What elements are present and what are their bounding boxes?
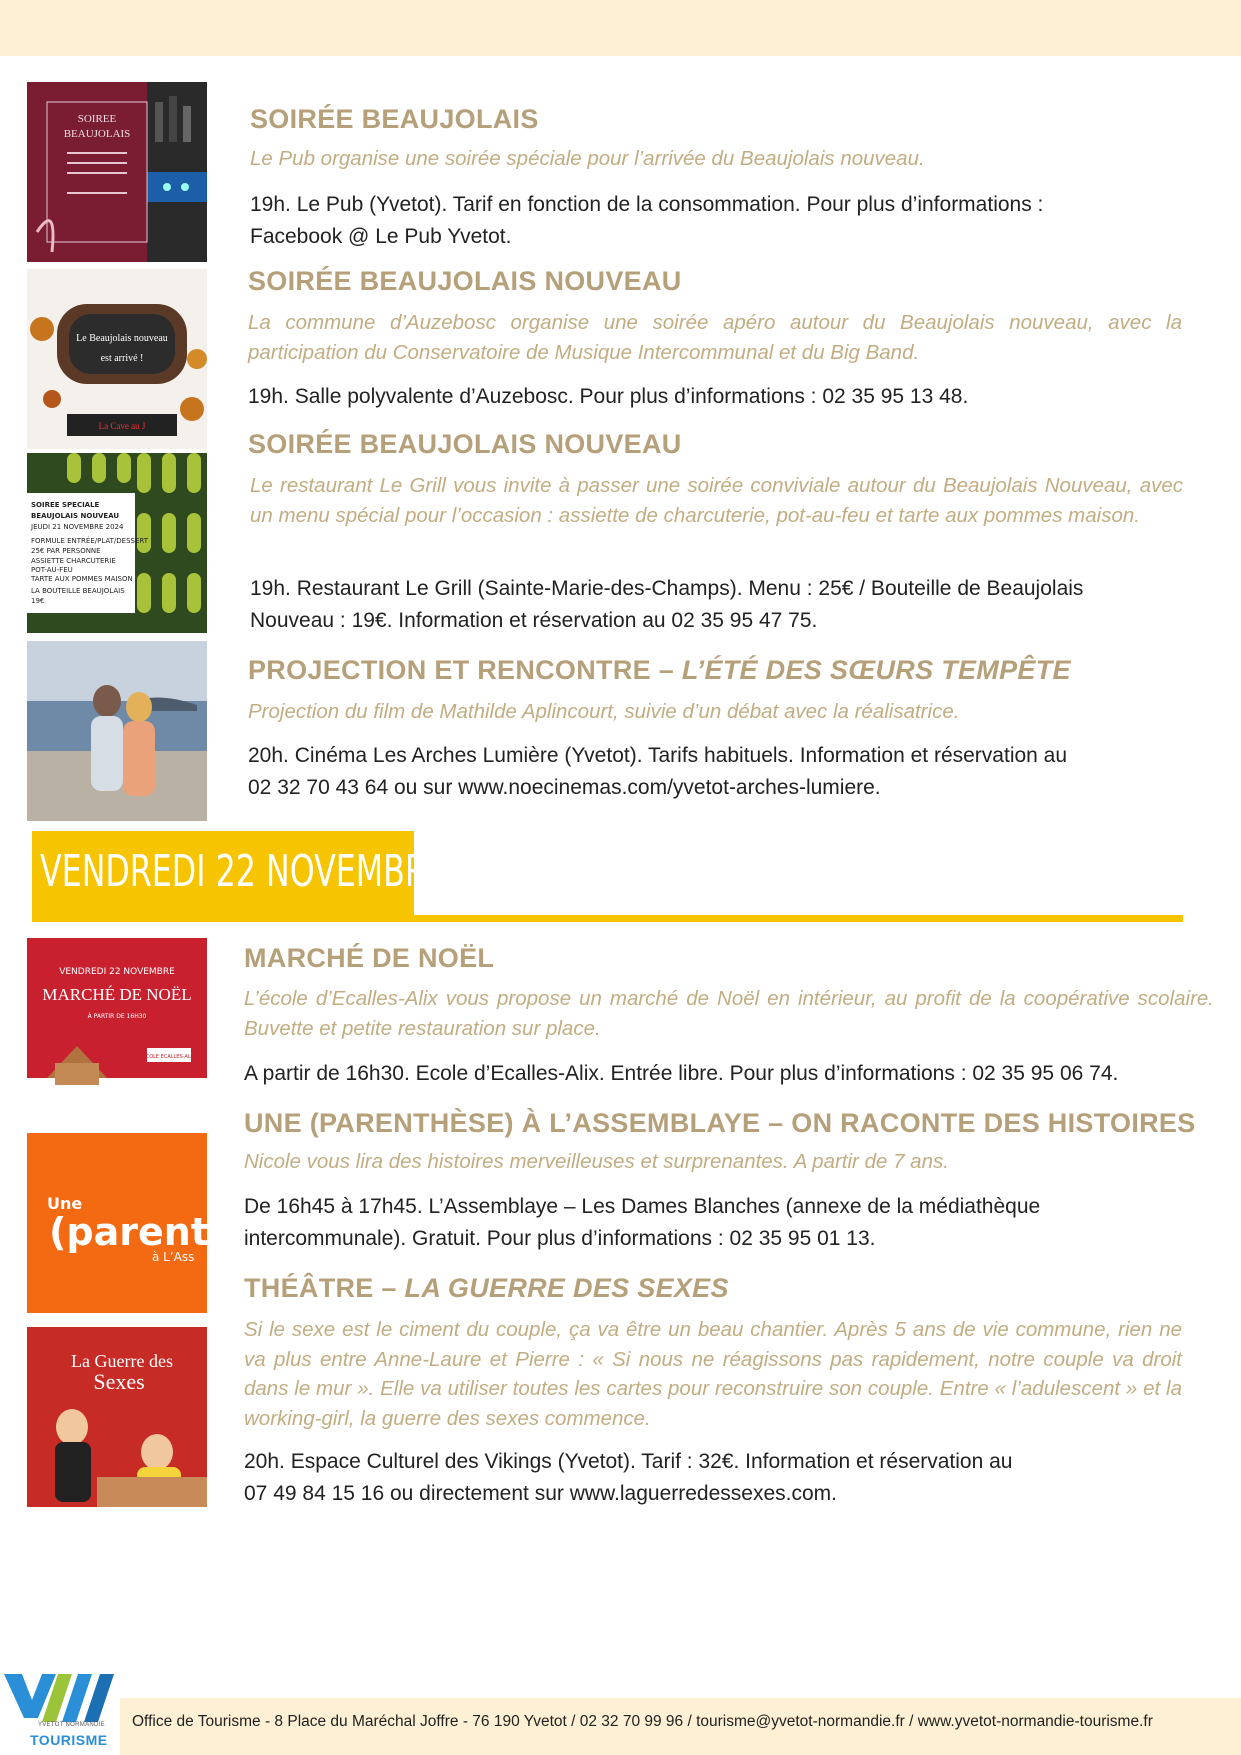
event-info-line: 07 49 84 15 16 ou directement sur www.laguerredessexes.com. — [244, 1482, 837, 1505]
event-info-line: Facebook @ Le Pub Yvetot. — [250, 225, 512, 248]
event-description: L’école d’Ecalles-Alix vous propose un marché de Noël en intérieur, au profit de la coopérative scolaire. Buvette et petite restauration sur place. — [244, 987, 1214, 1040]
day-banner-rule — [32, 915, 1183, 922]
event-info-line: A partir de 16h30. Ecole d’Ecalles-Alix. Entrée libre. Pour plus d’informations : 02 35 95 06 74. — [244, 1062, 1119, 1085]
image-text-line: La Guerre des — [71, 1351, 173, 1371]
event-image-projection — [27, 641, 207, 821]
event-image-beaujolais-auzebosc — [27, 269, 207, 449]
image-text-line: La Cave au J — [98, 421, 146, 431]
image-text-line: ASSIETTE CHARCUTERIE — [31, 557, 116, 565]
image-text-line: TARTE AUX POMMES MAISON — [31, 575, 133, 583]
event-info-line: De 16h45 à 17h45. L’Assemblaye – Les Dames Blanches (annexe de la médiathèque — [244, 1195, 1041, 1218]
image-text-line: POT-AU-FEU — [31, 566, 73, 574]
event-title-separator: – — [650, 655, 682, 685]
event-title: SOIRÉE BEAUJOLAIS NOUVEAU — [248, 266, 682, 296]
event-title-separator: – — [373, 1273, 405, 1303]
event-title — [244, 1273, 729, 1304]
image-text-line: BEAUJOLAIS — [63, 128, 131, 140]
image-text-line: FORMULE ENTRÉE/PLAT/DESSERT — [31, 537, 149, 545]
event-description: Nicole vous lira des histoires merveilleuses et surprenantes. A partir de 7 ans. — [244, 1150, 949, 1173]
event-info-line: 20h. Espace Culturel des Vikings (Yvetot). Tarif : 32€. Information et réservation au — [244, 1450, 1013, 1473]
footer-contact: Office de Tourisme - 8 Place du Maréchal Joffre - 76 190 Yvetot / 02 32 70 99 96 / tourisme@yvetot-normandie.fr / www.yvetot-normandie-tourisme.fr — [132, 1713, 1153, 1730]
event-title-main: THÉÂTRE — [244, 1273, 374, 1303]
image-text-line: 19€ — [31, 597, 45, 605]
image-text-line: est arrivé ! — [100, 353, 144, 364]
event-image-marche-de-noel — [27, 938, 207, 1118]
event-description: La commune d’Auzebosc organise une soirée apéro autour du Beaujolais nouveau, avec la participation du Conservatoire de Musique Intercommunal et du Big Band. — [248, 311, 1182, 364]
event-info — [250, 189, 1185, 253]
image-text-line: 25€ PAR PERSONNE — [31, 547, 101, 555]
event-info — [250, 573, 1183, 637]
event-title: SOIRÉE BEAUJOLAIS NOUVEAU — [248, 429, 682, 459]
image-text-line: Une — [47, 1194, 83, 1213]
image-text-line: SOIREE SPECIALE — [31, 501, 100, 509]
event-info-line: 19h. Salle polyvalente d’Auzebosc. Pour plus d’informations : 02 35 95 13 48. — [248, 385, 969, 408]
event-image-soiree-beaujolais — [27, 82, 207, 262]
event-description: Le Pub organise une soirée spéciale pour l’arrivée du Beaujolais nouveau. — [250, 147, 925, 170]
image-text-line: à L’Ass — [152, 1250, 195, 1264]
event-info-line: intercommunale). Gratuit. Pour plus d’informations : 02 35 95 01 13. — [244, 1227, 876, 1250]
event-info-line: 20h. Cinéma Les Arches Lumière (Yvetot). Tarifs habituels. Information et réservation au — [248, 744, 1068, 767]
event-title: MARCHÉ DE NOËL — [244, 943, 495, 973]
event-info-line: 19h. Restaurant Le Grill (Sainte-Marie-des-Champs). Menu : 25€ / Bouteille de Beaujolais — [250, 577, 1084, 600]
image-text-line: LA BOUTEILLE BEAUJOLAIS — [31, 587, 125, 595]
event-info-line: 19h. Le Pub (Yvetot). Tarif en fonction de la consommation. Pour plus d’informations : — [250, 193, 1044, 216]
image-text-line: VENDREDI 22 NOVEMBRE — [59, 967, 175, 977]
event-info — [244, 1058, 1234, 1090]
image-text-line: SOIREE — [77, 113, 117, 125]
image-text-line: Sexes — [93, 1369, 145, 1394]
event-info — [244, 1446, 1182, 1510]
image-text-line: (parenth — [49, 1210, 236, 1254]
image-text-line: Le Beaujolais nouveau — [76, 333, 168, 344]
event-info — [248, 740, 1182, 804]
event-title: SOIRÉE BEAUJOLAIS — [250, 104, 539, 134]
event-description: Projection du film de Mathilde Aplincourt, suivie d’un débat avec la réalisatrice. — [248, 700, 960, 723]
image-text-line: ÉCOLE ECALLES-ALIX — [142, 1054, 196, 1060]
image-text-line: MARCHÉ DE NOËL — [42, 985, 192, 1004]
image-text-line: BEAUJOLAIS NOUVEAU — [31, 512, 120, 520]
image-text-line: JEUDI 21 NOVEMBRE 2024 — [31, 523, 124, 531]
event-info-line: Nouveau : 19€. Information et réservation au 02 35 95 47 75. — [250, 609, 818, 632]
image-text-line: À PARTIR DE 16H30 — [87, 1013, 147, 1020]
event-description: Si le sexe est le ciment du couple, ça va être un beau chantier. Après 5 ans de vie commune, rien ne va plus entre Anne-Laure et Pierre : « Si nous ne réagissons pas rapidement, notre couple va droit dans le mur ». Elle va utiliser toutes les cartes pour reconstruire son couple. Entre « l’adulescent » et la working-girl, la guerre des sexes commence. — [244, 1318, 1182, 1430]
event-title-work: LA GUERRE DES SEXES — [404, 1273, 729, 1303]
event-title: UNE (PARENTHÈSE) À L’ASSEMBLAYE – ON RACONTE DES HISTOIRES — [244, 1108, 1196, 1138]
event-image-beaujolais-le-grill — [27, 453, 207, 633]
top-band — [0, 0, 1241, 56]
event-info — [244, 1191, 1204, 1255]
event-title-main: PROJECTION ET RENCONTRE — [248, 655, 651, 685]
day-banner-title: VENDREDI 22 NOVEMBRE — [40, 846, 447, 897]
logo-small-text: YVETOT NORMANDIE — [38, 1722, 105, 1728]
logo-wordmark: TOURISME — [30, 1732, 108, 1748]
event-info — [248, 381, 1182, 413]
event-title — [248, 655, 1071, 686]
event-info-line: 02 32 70 43 64 ou sur www.noecinemas.com/yvetot-arches-lumiere. — [248, 776, 881, 799]
event-description: Le restaurant Le Grill vous invite à passer une soirée conviviale autour du Beaujolais Nouveau, avec un menu spécial pour l’occasion : assiette de charcuterie, pot-au-feu et tarte aux pommes maison. — [250, 474, 1183, 527]
event-image-guerre-des-sexes — [27, 1327, 207, 1507]
event-image-parenthese — [27, 1133, 236, 1313]
event-title-work: L’ÉTÉ DES SŒURS TEMPÊTE — [681, 655, 1071, 685]
